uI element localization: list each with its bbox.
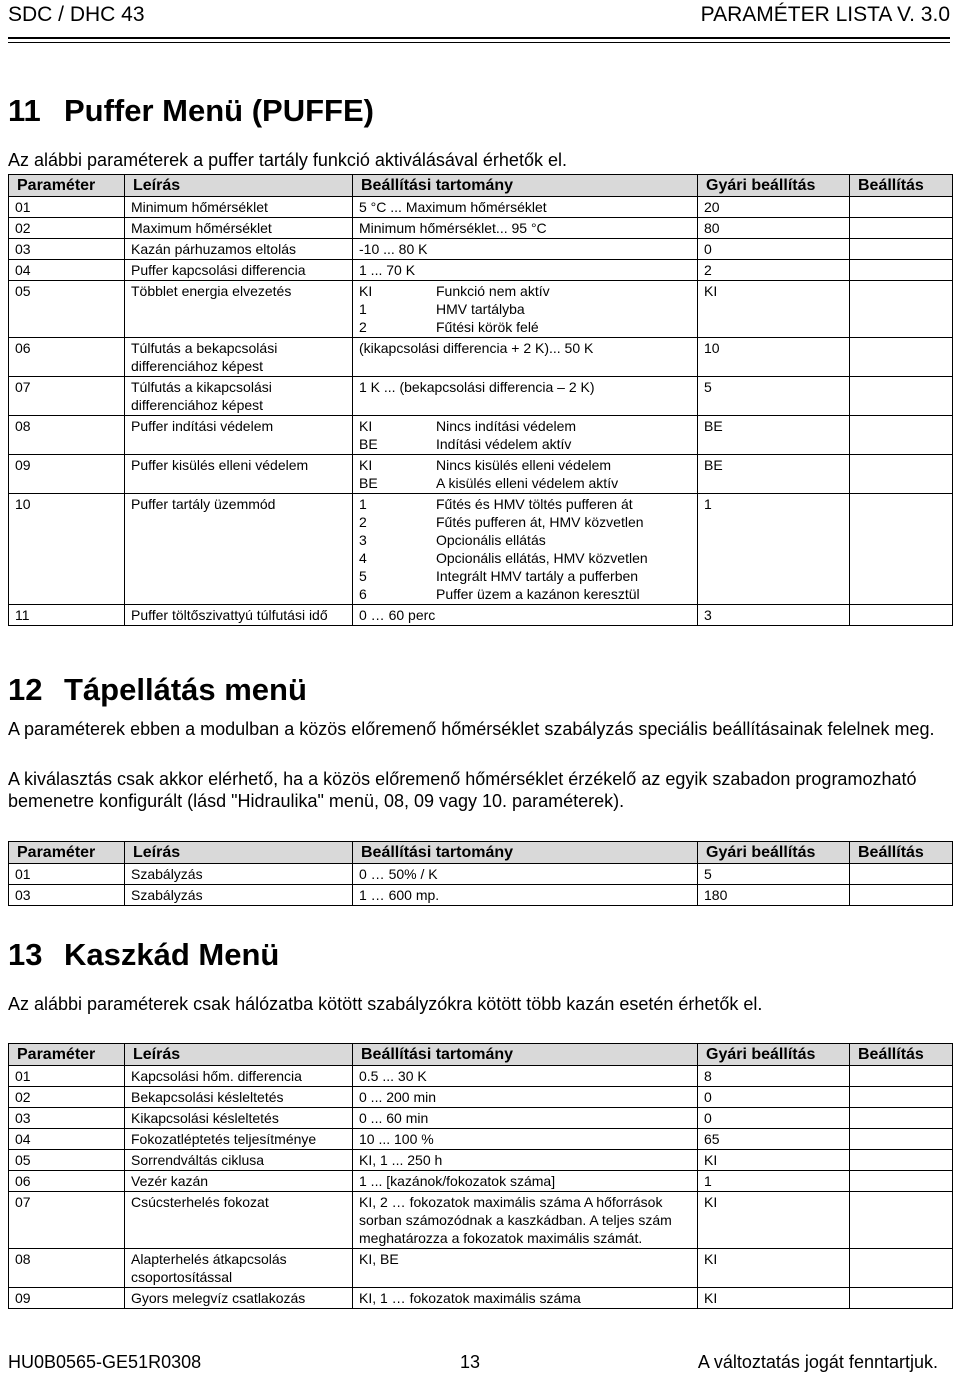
factory-default-cell: 180 xyxy=(698,885,850,906)
option-value: 6 xyxy=(359,586,367,602)
column-header: Beállítási tartomány xyxy=(353,842,698,864)
option-label: Fűtés és HMV töltés pufferen át xyxy=(436,496,633,512)
section-12-paragraph-2: A kiválasztás csak akkor elérhető, ha a közös előremenő hőmérséklet érzékelő az egyik szabadon programozható bemenetre konfigurált (lásd "Hidraulika" menü, 08, 09 vagy 10. paraméterek). xyxy=(8,769,917,811)
header-product: SDC / DHC 43 xyxy=(8,3,145,26)
param-id-cell: 01 xyxy=(9,864,125,885)
param-id-cell: 08 xyxy=(9,1249,125,1288)
table-row xyxy=(9,239,953,260)
description-cell: Csúcsterhelés fokozat xyxy=(125,1192,353,1249)
factory-default-cell: KI xyxy=(698,1288,850,1309)
param-id-cell: 03 xyxy=(9,885,125,906)
option-label: Puffer üzem a kazánon keresztül xyxy=(436,586,640,602)
param-id-cell: 10 xyxy=(9,494,125,605)
description-cell: Többlet energia elvezetés xyxy=(125,281,353,338)
option-value: 3 xyxy=(359,532,367,548)
description-cell: Fokozatléptetés teljesítménye xyxy=(125,1129,353,1150)
section-number: 13 xyxy=(8,937,43,972)
option-label: Nincs indítási védelem xyxy=(436,418,577,434)
description-cell: Kapcsolási hőm. differencia xyxy=(125,1066,353,1087)
setting-cell xyxy=(850,260,953,281)
footer-notice: A változtatás jogát fenntartjuk. xyxy=(697,1352,938,1372)
factory-default-cell: 0 xyxy=(698,1087,850,1108)
table-row xyxy=(9,281,953,338)
setting-cell xyxy=(850,416,953,455)
factory-default-cell: 3 xyxy=(698,605,850,626)
range-cell: -10 ... 80 K xyxy=(353,239,698,260)
param-id-cell: 03 xyxy=(9,239,125,260)
range-cell: 0 ... 200 min xyxy=(353,1087,698,1108)
option-label: Opcionális ellátás xyxy=(436,532,546,548)
description-cell: Vezér kazán xyxy=(125,1171,353,1192)
table-row xyxy=(9,1288,953,1309)
range-cell: (kikapcsolási differencia + 2 K)... 50 K xyxy=(353,338,698,377)
table-row xyxy=(9,605,953,626)
range-cell: 1 … 600 mp. xyxy=(353,885,698,906)
setting-cell xyxy=(850,1066,953,1087)
setting-cell xyxy=(850,197,953,218)
section-12-paragraph-1: A paraméterek ebben a modulban a közös előremenő hőmérséklet szabályzás speciális beállításainak felelnek meg. xyxy=(8,719,935,739)
range-option xyxy=(359,300,691,318)
setting-cell xyxy=(850,1129,953,1150)
range-option xyxy=(359,549,691,567)
range-option xyxy=(359,456,691,474)
param-id-cell: 06 xyxy=(9,1171,125,1192)
factory-default-cell: BE xyxy=(698,455,850,494)
column-header: Beállítás xyxy=(850,1044,953,1066)
column-header: Gyári beállítás xyxy=(698,1044,850,1066)
footer-page-number: 13 xyxy=(460,1352,481,1372)
column-header: Paraméter xyxy=(9,175,125,197)
table-row xyxy=(9,197,953,218)
factory-default-cell: BE xyxy=(698,416,850,455)
param-id-cell: 02 xyxy=(9,1087,125,1108)
range-cell: 0 … 50% / K xyxy=(353,864,698,885)
option-label: Fűtés pufferen át, HMV közvetlen xyxy=(436,514,644,530)
description-cell: Maximum hőmérséklet xyxy=(125,218,353,239)
table-row xyxy=(9,260,953,281)
param-id-cell: 09 xyxy=(9,455,125,494)
section-13-heading xyxy=(8,937,279,973)
description-cell: Alapterhelés átkapcsolás csoportosítással xyxy=(125,1249,353,1288)
param-id-cell: 07 xyxy=(9,377,125,416)
range-cell xyxy=(353,281,698,338)
description-cell: Bekapcsolási késleltetés xyxy=(125,1087,353,1108)
setting-cell xyxy=(850,1288,953,1309)
range-option xyxy=(359,585,691,603)
table-row xyxy=(9,864,953,885)
setting-cell xyxy=(850,1150,953,1171)
description-cell: Kikapcsolási késleltetés xyxy=(125,1108,353,1129)
option-label: Funkció nem aktív xyxy=(436,283,550,299)
option-label: Indítási védelem aktív xyxy=(436,436,572,452)
puffer-parameter-table xyxy=(8,174,953,626)
section-13-intro: Az alábbi paraméterek csak hálózatba kötött szabályzókra kötött több kazán esetén érhetők el. xyxy=(8,994,763,1014)
option-value: KI xyxy=(359,457,373,473)
range-cell: KI, 2 … fokozatok maximális száma A hőforrások sorban számozódnak a kaszkádban. A teljes szám meghatározza a fokozatok maximális számát. xyxy=(353,1192,698,1249)
table-row xyxy=(9,455,953,494)
range-option xyxy=(359,417,691,435)
section-number: 12 xyxy=(8,672,43,707)
setting-cell xyxy=(850,885,953,906)
param-id-cell: 01 xyxy=(9,197,125,218)
table-row xyxy=(9,1249,953,1288)
table-row xyxy=(9,416,953,455)
option-value: 5 xyxy=(359,568,367,584)
option-label: A kisülés elleni védelem aktív xyxy=(436,475,619,491)
section-number: 11 xyxy=(8,93,41,128)
table-row xyxy=(9,1066,953,1087)
description-cell: Kazán párhuzamos eltolás xyxy=(125,239,353,260)
option-value: KI xyxy=(359,283,373,299)
setting-cell xyxy=(850,605,953,626)
factory-default-cell: 1 xyxy=(698,1171,850,1192)
setting-cell xyxy=(850,377,953,416)
page-header xyxy=(8,3,950,39)
table-row xyxy=(9,1150,953,1171)
factory-default-cell: 10 xyxy=(698,338,850,377)
factory-default-cell: 2 xyxy=(698,260,850,281)
range-cell: Minimum hőmérséklet... 95 °C xyxy=(353,218,698,239)
range-option xyxy=(359,513,691,531)
range-cell: KI, 1 … fokozatok maximális száma xyxy=(353,1288,698,1309)
column-header: Beállítás xyxy=(850,175,953,197)
table-row xyxy=(9,1087,953,1108)
param-id-cell: 08 xyxy=(9,416,125,455)
factory-default-cell: 0 xyxy=(698,239,850,260)
table-row xyxy=(9,1192,953,1249)
range-option xyxy=(359,282,691,300)
range-option xyxy=(359,474,691,492)
range-cell: 0.5 ... 30 K xyxy=(353,1066,698,1087)
factory-default-cell: 0 xyxy=(698,1108,850,1129)
setting-cell xyxy=(850,1249,953,1288)
option-label: Nincs kisülés elleni védelem xyxy=(436,457,612,473)
column-header: Beállítás xyxy=(850,842,953,864)
section-12-heading xyxy=(8,672,307,708)
range-cell xyxy=(353,416,698,455)
range-cell: 0 … 60 perc xyxy=(353,605,698,626)
range-cell: 0 ... 60 min xyxy=(353,1108,698,1129)
description-cell: Szabályzás xyxy=(125,864,353,885)
param-id-cell: 03 xyxy=(9,1108,125,1129)
option-value: BE xyxy=(359,436,378,452)
tapellatas-parameter-table xyxy=(8,841,953,906)
range-cell xyxy=(353,494,698,605)
range-cell: 1 ... [kazánok/fokozatok száma] xyxy=(353,1171,698,1192)
column-header: Leírás xyxy=(125,1044,353,1066)
header-doc-title: PARAMÉTER LISTA V. 3.0 xyxy=(700,3,950,26)
table-row xyxy=(9,1108,953,1129)
setting-cell xyxy=(850,338,953,377)
kaszkad-parameter-table xyxy=(8,1043,953,1309)
section-11-intro: Az alábbi paraméterek a puffer tartály funkció aktiválásával érhetők el. xyxy=(8,150,567,170)
option-value: KI xyxy=(359,418,373,434)
factory-default-cell: 5 xyxy=(698,864,850,885)
column-header: Leírás xyxy=(125,842,353,864)
param-id-cell: 01 xyxy=(9,1066,125,1087)
factory-default-cell: 65 xyxy=(698,1129,850,1150)
factory-default-cell: 1 xyxy=(698,494,850,605)
section-title: Kaszkád Menü xyxy=(64,937,280,972)
range-cell: KI, 1 ... 250 h xyxy=(353,1150,698,1171)
description-cell: Puffer kapcsolási differencia xyxy=(125,260,353,281)
table-row xyxy=(9,1171,953,1192)
table-row xyxy=(9,885,953,906)
setting-cell xyxy=(850,1171,953,1192)
range-option xyxy=(359,567,691,585)
setting-cell xyxy=(850,1087,953,1108)
range-cell: 1 K ... (bekapcsolási differencia – 2 K) xyxy=(353,377,698,416)
range-option xyxy=(359,531,691,549)
param-id-cell: 04 xyxy=(9,1129,125,1150)
option-value: 4 xyxy=(359,550,367,566)
factory-default-cell: 20 xyxy=(698,197,850,218)
description-cell: Túlfutás a kikapcsolási differenciához képest xyxy=(125,377,353,416)
description-cell: Puffer töltőszivattyú túlfutási idő xyxy=(125,605,353,626)
range-cell: 10 ... 100 % xyxy=(353,1129,698,1150)
factory-default-cell: 8 xyxy=(698,1066,850,1087)
description-cell: Puffer tartály üzemmód xyxy=(125,494,353,605)
factory-default-cell: 5 xyxy=(698,377,850,416)
factory-default-cell: KI xyxy=(698,1150,850,1171)
section-title: Tápellátás menü xyxy=(64,672,307,707)
column-header: Beállítási tartomány xyxy=(353,1044,698,1066)
column-header: Paraméter xyxy=(9,1044,125,1066)
setting-cell xyxy=(850,864,953,885)
factory-default-cell: 80 xyxy=(698,218,850,239)
option-label: Opcionális ellátás, HMV közvetlen xyxy=(436,550,648,566)
description-cell: Sorrendváltás ciklusa xyxy=(125,1150,353,1171)
description-cell: Puffer kisülés elleni védelem xyxy=(125,455,353,494)
param-id-cell: 04 xyxy=(9,260,125,281)
column-header: Beállítási tartomány xyxy=(353,175,698,197)
param-id-cell: 02 xyxy=(9,218,125,239)
table-row xyxy=(9,218,953,239)
param-id-cell: 05 xyxy=(9,281,125,338)
setting-cell xyxy=(850,239,953,260)
factory-default-cell: KI xyxy=(698,1249,850,1288)
column-header: Leírás xyxy=(125,175,353,197)
table-row xyxy=(9,1129,953,1150)
section-title: Puffer Menü (PUFFE) xyxy=(64,93,374,128)
range-cell: 5 °C ... Maximum hőmérséklet xyxy=(353,197,698,218)
description-cell: Gyors melegvíz csatlakozás xyxy=(125,1288,353,1309)
description-cell: Szabályzás xyxy=(125,885,353,906)
option-value: 1 xyxy=(359,301,367,317)
setting-cell xyxy=(850,281,953,338)
param-id-cell: 07 xyxy=(9,1192,125,1249)
setting-cell xyxy=(850,1108,953,1129)
factory-default-cell: KI xyxy=(698,281,850,338)
option-label: Integrált HMV tartály a pufferben xyxy=(436,568,639,584)
setting-cell xyxy=(850,1192,953,1249)
footer-doc-code: HU0B0565-GE51R0308 xyxy=(8,1352,202,1372)
table-row xyxy=(9,494,953,605)
range-option xyxy=(359,318,691,336)
param-id-cell: 11 xyxy=(9,605,125,626)
option-label: Fűtési körök felé xyxy=(436,319,539,335)
range-cell: KI, BE xyxy=(353,1249,698,1288)
description-cell: Túlfutás a bekapcsolási differenciához képest xyxy=(125,338,353,377)
table-row xyxy=(9,338,953,377)
option-value: 2 xyxy=(359,319,367,335)
description-cell: Minimum hőmérséklet xyxy=(125,197,353,218)
factory-default-cell: KI xyxy=(698,1192,850,1249)
range-cell xyxy=(353,455,698,494)
setting-cell xyxy=(850,494,953,605)
param-id-cell: 05 xyxy=(9,1150,125,1171)
setting-cell xyxy=(850,455,953,494)
column-header: Gyári beállítás xyxy=(698,175,850,197)
range-cell: 1 ... 70 K xyxy=(353,260,698,281)
option-value: 2 xyxy=(359,514,367,530)
description-cell: Puffer indítási védelem xyxy=(125,416,353,455)
setting-cell xyxy=(850,218,953,239)
option-value: 1 xyxy=(359,496,367,512)
option-value: BE xyxy=(359,475,378,491)
column-header: Gyári beállítás xyxy=(698,842,850,864)
section-11-heading xyxy=(8,93,374,129)
param-id-cell: 09 xyxy=(9,1288,125,1309)
column-header: Paraméter xyxy=(9,842,125,864)
range-option xyxy=(359,435,691,453)
option-label: HMV tartályba xyxy=(436,301,525,317)
table-row xyxy=(9,377,953,416)
param-id-cell: 06 xyxy=(9,338,125,377)
range-option xyxy=(359,495,691,513)
